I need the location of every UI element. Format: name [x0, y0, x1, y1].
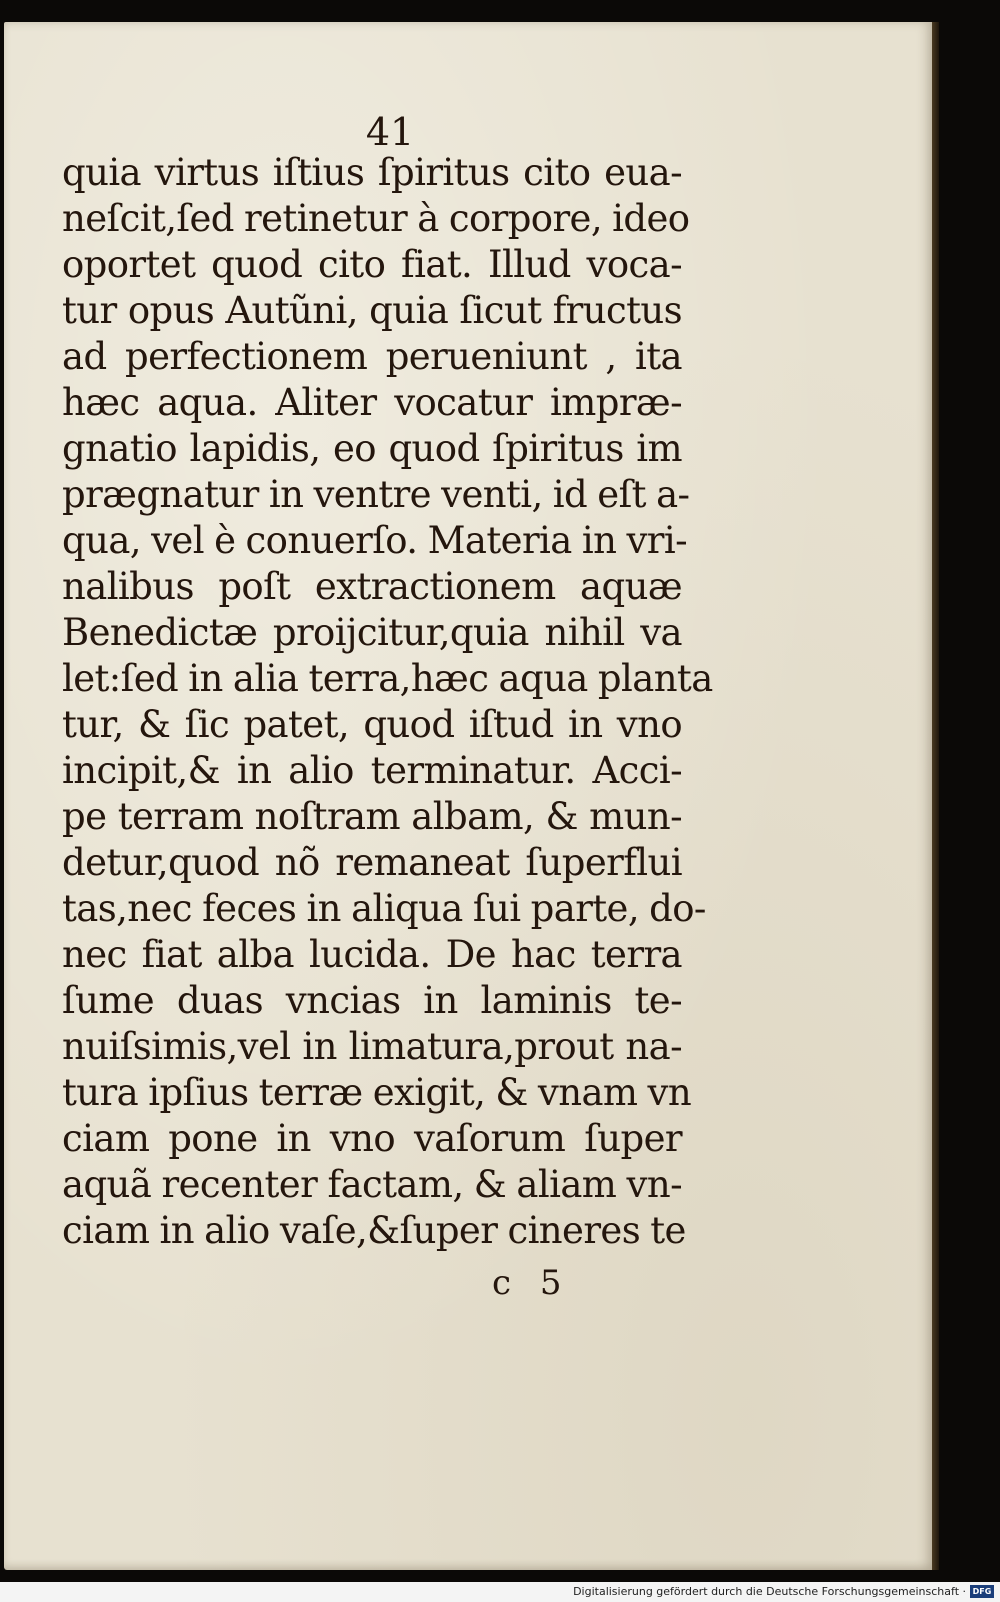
text-line: tas,nec feces in aliqua ſui parte, do- — [62, 887, 706, 930]
text-line: ad perfectionem perueniunt , ita — [62, 335, 682, 378]
text-line: oportet quod cito fiat. Illud voca- — [62, 243, 682, 286]
text-line: ciam pone in vno vaſorum ſuper — [62, 1117, 682, 1160]
footer-bar — [0, 1582, 1000, 1602]
text-line: ſume duas vncias in laminis te- — [62, 979, 682, 1022]
funding-credit: Digitalisierung gefördert durch die Deutsche Forschungsgemeinschaft · — [573, 1585, 966, 1598]
text-line: gnatio lapidis, eo quod ſpiritus im — [62, 427, 682, 470]
text-line: qua, vel è conuerſo. Materia in vri- — [62, 519, 688, 562]
text-line: prægnatur in ventre venti, id eſt a- — [62, 473, 690, 516]
text-line: Benedictæ proijcitur,quia nihil va — [62, 611, 682, 654]
text-line: tur opus Autũni, quia ſicut fructus — [62, 289, 682, 332]
signature-mark: c 5 — [492, 1263, 562, 1303]
text-line: let:ſed in alia terra,hæc aqua planta — [62, 657, 713, 700]
text-line: nuiſsimis,vel in limatura,prout na- — [62, 1025, 682, 1068]
text-line: aquã recenter factam, & aliam vn- — [62, 1163, 682, 1206]
text-line: nalibus poſt extractionem aquæ — [62, 565, 682, 608]
text-line: ciam in alio vaſe,&ſuper cineres te — [62, 1209, 686, 1252]
text-line: hæc aqua. Aliter vocatur impræ- — [62, 381, 682, 424]
text-line: neſcit,ſed retinetur à corpore, ideo — [62, 197, 690, 240]
text-line: tura ipſius terræ exigit, & vnam vn — [62, 1071, 692, 1114]
page-edge — [932, 22, 939, 1570]
body-text — [62, 150, 713, 1254]
page-number: 41 — [365, 110, 415, 154]
text-line: tur, & ſic patet, quod iſtud in vno — [62, 703, 682, 746]
text-line: detur,quod nõ remaneat ſuperflui — [62, 841, 682, 884]
text-line: pe terram noſtram albam, & mun- — [62, 795, 682, 838]
text-line: quia virtus iſtius ſpiritus cito eua- — [62, 151, 682, 194]
dfg-logo: DFG — [970, 1585, 994, 1598]
text-line: nec fiat alba lucida. De hac terra — [62, 933, 682, 976]
text-line: incipit,& in alio terminatur. Acci- — [62, 749, 682, 792]
